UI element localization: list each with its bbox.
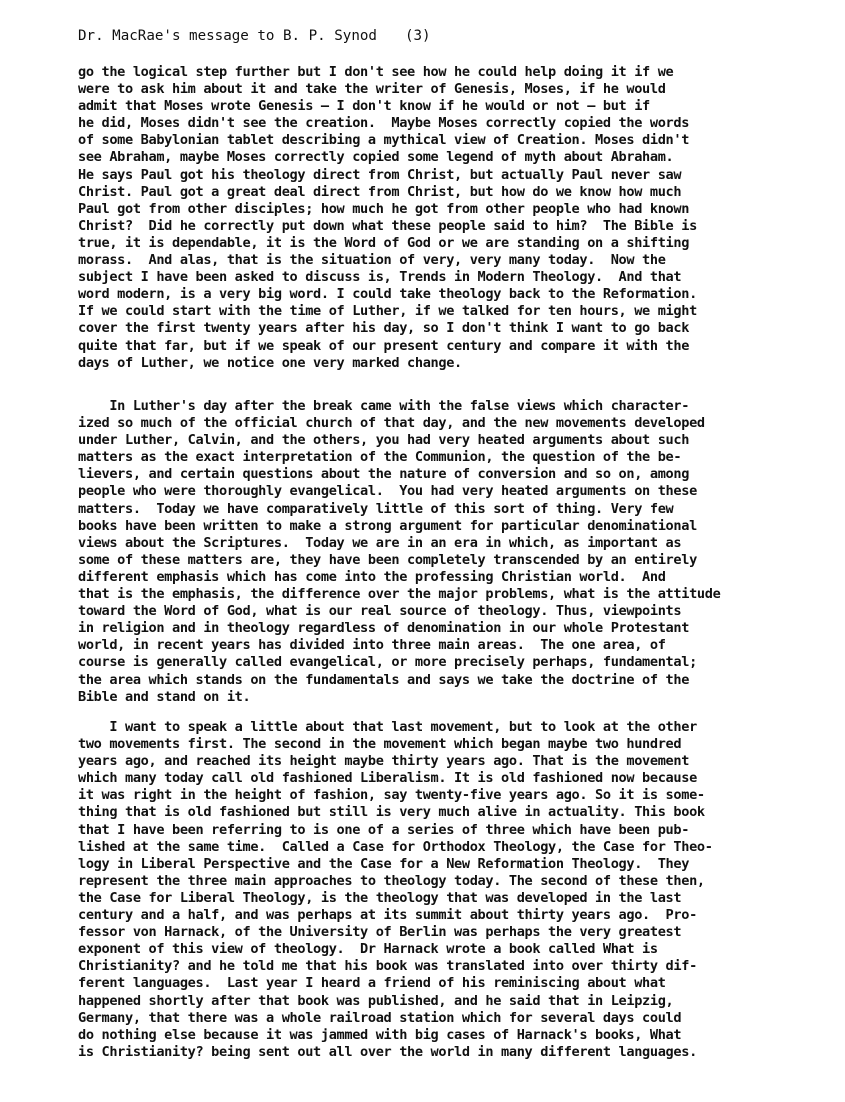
text-line: matters as the exact interpretation of the Communion, the question of the be-	[78, 449, 682, 466]
text-line: he did, Moses didn't see the creation. Maybe Moses correctly copied the words	[78, 115, 690, 132]
text-line: Christ. Paul got a great deal direct from Christ, but how do we know how much	[78, 183, 682, 200]
page-header	[78, 28, 431, 44]
text-line: the area which stands on the fundamentals and says we take the doctrine of the	[78, 671, 690, 688]
text-line: world, in recent years has divided into three main areas. The one area, of	[78, 637, 666, 654]
text-line: ferent languages. Last year I heard a friend of his reminiscing about what	[78, 975, 666, 992]
text-line: of some Babylonian tablet describing a mythical view of Creation. Moses didn't	[78, 132, 690, 149]
text-line: logy in Liberal Perspective and the Case for a New Reformation Theology. They	[78, 855, 690, 872]
text-line: is Christianity? being sent out all over the world in many different languages.	[78, 1043, 697, 1060]
text-line: true, it is dependable, it is the Word of God or we are standing on a shifting	[78, 234, 690, 251]
text-line: years ago, and reached its height maybe thirty years ago. That is the movement	[78, 753, 690, 770]
text-line: it was right in the height of fashion, say twenty-five years ago. So it is some-	[78, 787, 705, 804]
text-line: Christ? Did he correctly put down what these people said to him? The Bible is	[78, 217, 697, 234]
header-title: Dr. MacRae's message to B. P. Synod	[78, 28, 377, 44]
text-line: in religion and in theology regardless of denomination in our whole Protestant	[78, 620, 690, 637]
text-line: course is generally called evangelical, or more precisely perhaps, fundamental;	[78, 654, 697, 671]
text-line: quite that far, but if we speak of our present century and compare it with the	[78, 337, 690, 354]
text-line: that is the emphasis, the difference over the major problems, what is the attitude	[78, 586, 721, 603]
text-line: go the logical step further but I don't see how he could help doing it if we	[78, 64, 674, 80]
text-line: Christianity? and he told me that his book was translated into over thirty dif-	[78, 958, 697, 975]
paragraph-2	[78, 398, 720, 706]
text-line: books have been written to make a strong argument for particular denominational	[78, 517, 697, 534]
text-line: matters. Today we have comparatively little of this sort of thing. Very few	[78, 500, 674, 517]
text-line: morass. And alas, that is the situation of very, very many today. Now the	[78, 252, 666, 269]
text-line: word modern, is a very big word. I could take theology back to the Reformation.	[78, 286, 697, 303]
text-line: exponent of this view of theology. Dr Harnack wrote a book called What is	[78, 941, 658, 958]
text-line: Germany, that there was a whole railroad station which for several days could	[78, 1009, 682, 1026]
text-line: ized so much of the official church of that day, and the new movements developed	[78, 415, 705, 432]
text-line: He says Paul got his theology direct from Christ, but actually Paul never saw	[78, 166, 682, 183]
text-line: were to ask him about it and take the writer of Genesis, Moses, if he would	[78, 81, 666, 98]
page-number: (3)	[404, 28, 431, 44]
text-line: which many today call old fashioned Liberalism. It is old fashioned now because	[78, 770, 697, 787]
text-line: happened shortly after that book was published, and he said that in Leipzig,	[78, 992, 674, 1009]
text-line: Bible and stand on it.	[78, 688, 251, 705]
text-line: In Luther's day after the break came with the false views which character-	[78, 398, 690, 414]
text-line: subject I have been asked to discuss is, Trends in Modern Theology. And that	[78, 269, 682, 286]
text-line: lievers, and certain questions about the nature of conversion and so on, among	[78, 466, 690, 483]
text-line: Paul got from other disciples; how much he got from other people who had known	[78, 200, 690, 217]
text-line: different emphasis which has come into the professing Christian world. And	[78, 568, 666, 585]
text-line: thing that is old fashioned but still is very much alive in actuality. This book	[78, 804, 705, 821]
text-line: the Case for Liberal Theology, is the theology that was developed in the last	[78, 889, 682, 906]
text-line: represent the three main approaches to theology today. The second of these then,	[78, 872, 705, 889]
text-line: If we could start with the time of Luther, if we talked for ten hours, we might	[78, 303, 697, 320]
text-line: see Abraham, maybe Moses correctly copied some legend of myth about Abraham.	[78, 149, 674, 166]
text-line: toward the Word of God, what is our real source of theology. Thus, viewpoints	[78, 603, 682, 620]
text-line: fessor von Harnack, of the University of Berlin was perhaps the very greatest	[78, 924, 682, 941]
text-line: admit that Moses wrote Genesis — I don't know if he would or not — but if	[78, 98, 650, 115]
text-line: days of Luther, we notice one very marked change.	[78, 354, 462, 371]
text-line: lished at the same time. Called a Case for Orthodox Theology, the Case for Theo-	[78, 838, 713, 855]
paragraph-3	[78, 719, 713, 1061]
text-line: some of these matters are, they have been completely transcended by an entirely	[78, 551, 697, 568]
text-line: century and a half, and was perhaps at its summit about thirty years ago. Pro-	[78, 907, 697, 924]
text-line: two movements first. The second in the movement which began maybe two hundred	[78, 736, 682, 753]
text-line: that I have been referring to is one of a series of three which have been pub-	[78, 821, 690, 838]
text-line: views about the Scriptures. Today we are in an era in which, as important as	[78, 534, 682, 551]
text-line: I want to speak a little about that last movement, but to look at the other	[78, 719, 697, 735]
text-line: do nothing else because it was jammed with big cases of Harnack's books, What	[78, 1026, 682, 1043]
text-line: under Luther, Calvin, and the others, you had very heated arguments about such	[78, 432, 690, 449]
text-line: people who were thoroughly evangelical. You had very heated arguments on these	[78, 483, 697, 500]
text-line: cover the first twenty years after his day, so I don't think I want to go back	[78, 320, 690, 337]
paragraph-1	[78, 64, 697, 372]
